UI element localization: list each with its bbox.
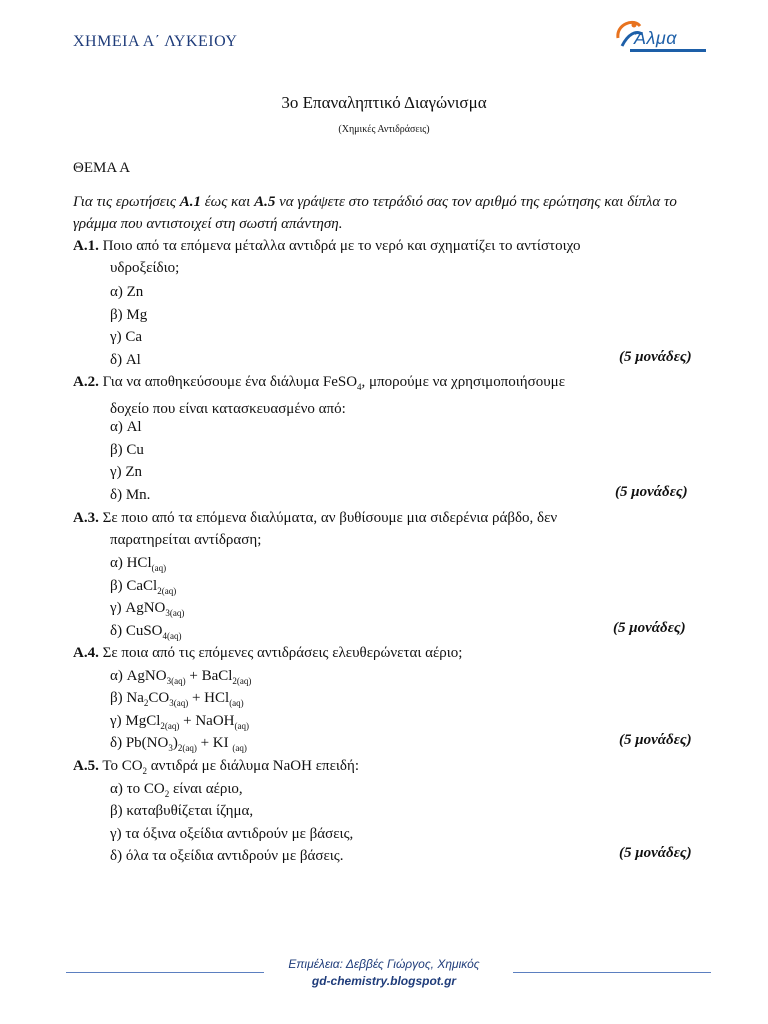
option-text: α) το CO — [110, 781, 165, 797]
subscript: 3 — [168, 743, 173, 753]
theme-heading: ΘΕΜΑ Α — [73, 160, 131, 176]
question-text: Το CO — [98, 758, 143, 774]
subscript: (aq) — [151, 563, 167, 573]
option-text: + BaCl — [185, 668, 233, 684]
intro-bold-2: Α.5 — [254, 194, 276, 210]
intro-text-1: Για τις ερωτήσεις — [73, 194, 180, 210]
logo — [612, 14, 708, 54]
question-text-cont: δοχείο που είναι κατασκευασμένο από: — [110, 401, 346, 417]
option-a1-c: γ) Ca — [110, 329, 143, 345]
footer-author: Επιμέλεια: Δεββές Γιώργος, Χημικός — [288, 957, 480, 971]
header-title: ΧΗΜΕΙΑ Α΄ ΛΥΚΕΙΟΥ — [73, 33, 238, 50]
intro-text-3: να γράψετε στο τετράδιό σας τον αριθμό της ερώτησης και δίπλα το γράμμα που αντιστοιχεί στη σωστή απάντηση. — [73, 194, 677, 232]
question-text-cont: υδροξείδιο; — [110, 260, 180, 276]
subscript: 4(aq) — [162, 631, 182, 641]
question-text-cont: παρατηρείται αντίδραση; — [110, 532, 262, 548]
subscript: 2 — [142, 766, 148, 776]
instructions — [73, 191, 713, 235]
option-text: δ) Pb(NO — [110, 735, 169, 751]
question-a1 — [73, 235, 713, 279]
option-text: δ) CuSO — [110, 623, 163, 639]
option-text: γ) AgNO — [110, 600, 166, 616]
footer-rule-left — [66, 972, 264, 973]
footer-rule-right — [513, 972, 711, 973]
marks-a1: (5 μονάδες) — [619, 349, 692, 365]
question-text: Για να αποθηκεύσουμε ένα διάλυμα FeSO — [98, 374, 358, 390]
option-text: είναι αέριο, — [169, 781, 243, 797]
subscript: 3(aq) — [169, 698, 189, 708]
option-text: + HCl — [188, 690, 230, 706]
footer-blog-link[interactable]: gd-chemistry.blogspot.gr — [311, 974, 457, 988]
marks-a5: (5 μονάδες) — [619, 845, 692, 861]
question-text: αντιδρά με διάλυμα NaOH επειδή: — [147, 758, 359, 774]
intro-bold-1: Α.1 — [179, 194, 201, 210]
option-a2-d: δ) Mn. — [110, 487, 151, 503]
option-text: β) Na — [110, 690, 144, 706]
subscript: 2 — [143, 698, 149, 708]
option-a1-d: δ) Al — [110, 352, 141, 368]
question-a4 — [73, 642, 713, 664]
option-text: β) CaCl — [110, 578, 158, 594]
page-subtitle: (Χημικές Αντιδράσεις) — [338, 124, 430, 135]
option-text: γ) MgCl — [110, 713, 161, 729]
option-text: ) — [172, 735, 178, 751]
logo-underline — [630, 49, 706, 52]
option-a2-c: γ) Zn — [110, 464, 143, 480]
question-text: , μπορούμε να χρησιμοποιήσουμε — [361, 374, 565, 390]
option-text: + KI — [196, 735, 233, 751]
option-a1-a: α) Zn — [110, 284, 144, 300]
subscript: 4 — [357, 382, 362, 392]
option-text: CO — [148, 690, 170, 706]
intro-text-2: έως και — [200, 194, 255, 210]
subscript: (aq) — [232, 743, 247, 753]
subscript: 2(aq) — [157, 586, 177, 596]
option-a2-b: β) Cu — [110, 442, 144, 458]
question-number: Α.5. — [73, 758, 99, 774]
question-text: Ποιο από τα επόμενα μέταλλα αντιδρά με το νερό και σχηματίζει το αντίστοιχο — [98, 238, 581, 254]
subscript: 2(aq) — [177, 743, 197, 753]
subscript: 2(aq) — [160, 721, 180, 731]
question-number: Α.3. — [73, 510, 99, 526]
question-a2 — [73, 371, 713, 420]
option-a2-a: α) Al — [110, 419, 142, 435]
option-a1-b: β) Mg — [110, 307, 148, 323]
marks-a4: (5 μονάδες) — [619, 732, 692, 748]
question-text: Σε ποιο από τα επόμενα διαλύματα, αν βυθίσουμε μια σιδερένια ράβδο, δεν — [98, 510, 558, 526]
subscript: 3(aq) — [165, 608, 185, 618]
page-title: 3ο Επαναληπτικό Διαγώνισμα — [281, 93, 487, 112]
option-a5-b: β) καταβυθίζεται ίζημα, — [110, 803, 254, 819]
option-text: α) HCl — [110, 555, 152, 571]
subscript: 2(aq) — [232, 676, 252, 686]
marks-a2: (5 μονάδες) — [615, 484, 688, 500]
question-number: Α.2. — [73, 374, 99, 390]
option-text: + NaOH — [179, 713, 235, 729]
option-a5-c: γ) τα όξινα οξείδια αντιδρούν με βάσεις, — [110, 826, 354, 842]
question-a3 — [73, 507, 713, 551]
question-text: Σε ποια από τις επόμενες αντιδράσεις ελευθερώνεται αέριο; — [98, 645, 463, 661]
option-text: α) AgNO — [110, 668, 167, 684]
logo-text: Άλμα — [634, 28, 677, 48]
option-a5-d: δ) όλα τα οξείδια αντιδρούν με βάσεις. — [110, 848, 344, 864]
question-number: Α.4. — [73, 645, 99, 661]
subscript: (aq) — [229, 698, 244, 708]
marks-a3: (5 μονάδες) — [613, 620, 686, 636]
question-number: Α.1. — [73, 238, 99, 254]
subscript: 2 — [164, 789, 170, 799]
subscript: (aq) — [234, 721, 250, 731]
subscript: 3(aq) — [166, 676, 186, 686]
